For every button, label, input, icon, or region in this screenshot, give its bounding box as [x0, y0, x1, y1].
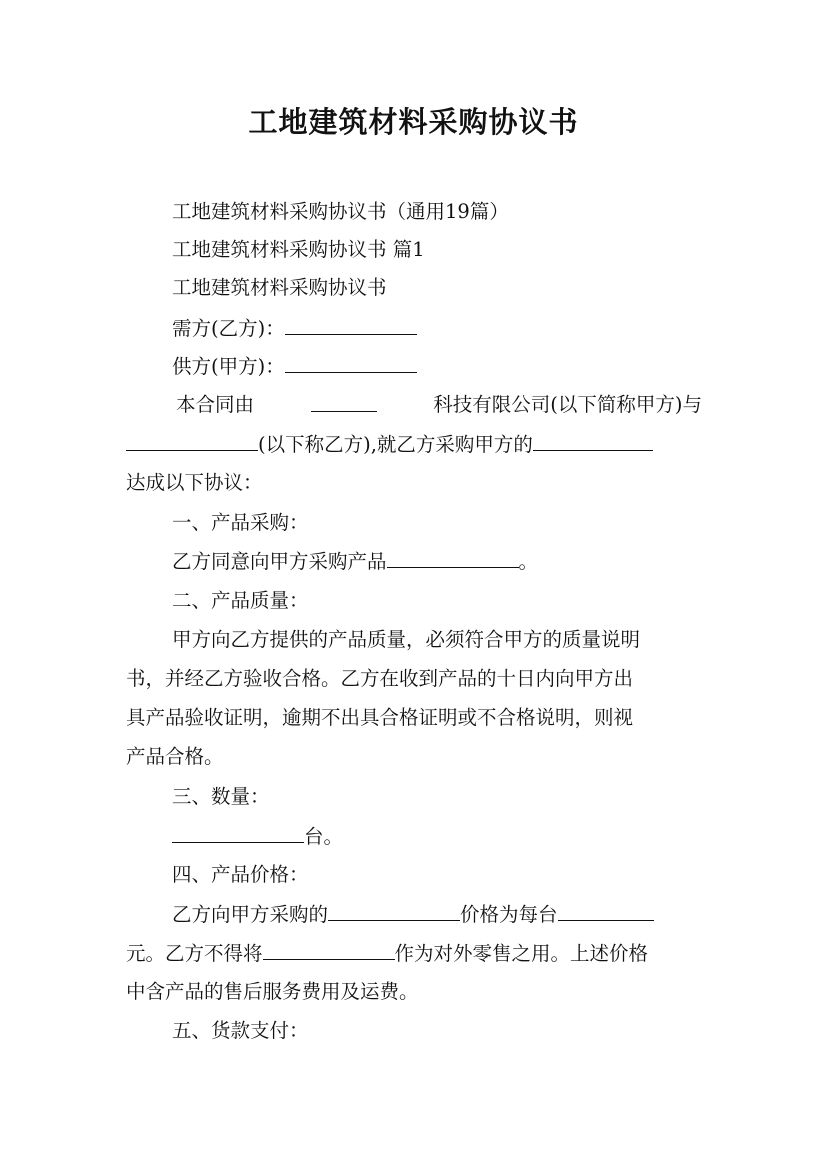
section-3-text [172, 824, 343, 849]
seller-blank [285, 354, 417, 373]
buyer-line [172, 316, 417, 341]
section-4-line-1 [172, 902, 654, 927]
intro-text-2a: (以下称乙方),就乙方采购甲方的 [258, 433, 533, 456]
intro-line-3: 达成以下协议： [126, 471, 263, 494]
section-1-text [172, 549, 538, 574]
company-blank [311, 393, 377, 412]
section-4-title: 四、产品价格： [172, 863, 309, 886]
intro-text-1a: 本合同由 [176, 393, 255, 416]
resale-item-blank [263, 941, 395, 960]
section-4-text-1a: 乙方向甲方采购的 [172, 903, 329, 926]
goods-blank [533, 432, 653, 451]
seller-label: 供方(甲方)： [172, 355, 285, 378]
quantity-blank [172, 824, 304, 843]
section-2-line-1: 甲方向乙方提供的产品质量，必须符合甲方的质量说明 [172, 628, 641, 651]
agreement-heading: 工地建筑材料采购协议书 [172, 276, 387, 299]
section-4-text-1b: 价格为每台 [460, 903, 558, 926]
section-3-title: 三、数量： [172, 785, 270, 808]
section-2-line-3: 具产品验收证明，逾期不出具合格证明或不合格说明，则视 [126, 706, 634, 729]
section-1-title: 一、产品采购： [172, 511, 309, 534]
party-b-blank [126, 432, 258, 451]
section-4-line-3: 中含产品的售后服务费用及运费。 [126, 980, 419, 1003]
section-2-title: 二、产品质量： [172, 589, 309, 612]
intro-line-1 [176, 393, 702, 417]
chapter-heading: 工地建筑材料采购协议书 篇1 [172, 238, 425, 261]
section-2-line-2: 书，并经乙方验收合格。乙方在收到产品的十日内向甲方出 [126, 667, 634, 690]
buyer-label: 需方(乙方)： [172, 317, 285, 340]
unit-price-blank [558, 902, 654, 921]
section-1-text-b: 。 [518, 550, 539, 573]
section-4-text-2a: 元。乙方不得将 [126, 942, 263, 965]
buyer-blank [285, 316, 417, 335]
section-5-title: 五、货款支付： [172, 1019, 309, 1042]
intro-line-2 [126, 432, 653, 457]
seller-line [172, 354, 417, 379]
document-subtitle: 工地建筑材料采购协议书（通用19篇） [172, 200, 509, 223]
document-title: 工地建筑材料采购协议书 [248, 105, 579, 139]
quantity-unit: 台。 [304, 825, 344, 848]
product-blank [387, 549, 519, 568]
section-4-text-2b: 作为对外零售之用。上述价格 [394, 942, 649, 965]
intro-text-1b: 科技有限公司(以下简称甲方)与 [433, 393, 702, 416]
section-1-text-a: 乙方同意向甲方采购产品 [172, 550, 387, 573]
section-2-line-4: 产品合格。 [126, 745, 224, 768]
purchase-item-blank [328, 902, 460, 921]
section-4-line-2 [126, 941, 648, 966]
